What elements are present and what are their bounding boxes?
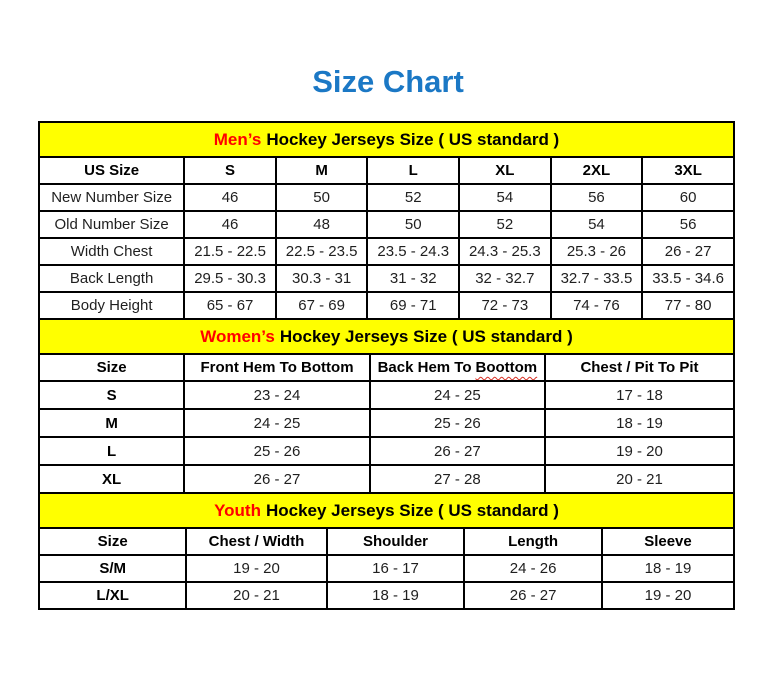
size-label: L/XL [39,582,186,609]
youth-band-highlight: Youth [214,500,261,520]
data-cell: 46 [184,184,276,211]
data-cell: 46 [184,211,276,238]
data-cell: 17 - 18 [545,381,734,409]
table-row [39,381,734,409]
data-cell: 65 - 67 [184,292,276,319]
data-cell: 50 [276,184,368,211]
data-cell: 25 - 26 [370,409,545,437]
data-cell: 33.5 - 34.6 [642,265,734,292]
data-cell: 23.5 - 24.3 [367,238,459,265]
size-label: M [39,409,184,437]
data-cell: 77 - 80 [642,292,734,319]
size-label: XL [39,465,184,493]
data-cell: 19 - 20 [602,582,734,609]
data-cell: 69 - 71 [367,292,459,319]
data-cell: 32 - 32.7 [459,265,551,292]
data-cell: 21.5 - 22.5 [184,238,276,265]
data-cell: 27 - 28 [370,465,545,493]
womens-band-highlight: Women’s [200,326,275,346]
header-cell: Chest / Width [186,528,326,555]
row-label: Width Chest [39,238,184,265]
data-cell: 52 [459,211,551,238]
data-cell: 48 [276,211,368,238]
data-cell: 24.3 - 25.3 [459,238,551,265]
data-cell: 29.5 - 30.3 [184,265,276,292]
header-cell: Front Hem To Bottom [184,354,370,381]
data-cell: 50 [367,211,459,238]
data-cell: 25 - 26 [184,437,370,465]
data-cell: 20 - 21 [545,465,734,493]
table-row [39,238,734,265]
data-cell: 30.3 - 31 [276,265,368,292]
mens-size-table [38,121,735,320]
data-cell: 72 - 73 [459,292,551,319]
womens-size-table [38,318,735,494]
womens-band-text: Hockey Jerseys Size ( US standard ) [279,326,573,346]
data-cell: 22.5 - 23.5 [276,238,368,265]
header-cell: S [184,157,276,184]
data-cell: 54 [551,211,643,238]
page-title: Size Chart [312,64,464,99]
data-cell: 16 - 17 [327,555,465,582]
header-text: Back Hem To [377,359,472,376]
data-cell: 24 - 26 [464,555,602,582]
header-cell: Sleeve [602,528,734,555]
mens-header-row [39,157,734,184]
header-cell: 2XL [551,157,643,184]
size-chart-tables [38,121,735,610]
youth-section-band [39,493,734,528]
size-label: S/M [39,555,186,582]
womens-section-band [39,319,734,354]
data-cell: 18 - 19 [602,555,734,582]
data-cell: 74 - 76 [551,292,643,319]
youth-band-text: Hockey Jerseys Size ( US standard ) [265,500,559,520]
data-cell: 26 - 27 [642,238,734,265]
data-cell: 24 - 25 [370,381,545,409]
data-cell: 23 - 24 [184,381,370,409]
table-row [39,465,734,493]
data-cell: 54 [459,184,551,211]
header-cell: Size [39,528,186,555]
data-cell: 18 - 19 [545,409,734,437]
mens-section-band [39,122,734,157]
data-cell: 26 - 27 [370,437,545,465]
data-cell: 32.7 - 33.5 [551,265,643,292]
data-cell: 26 - 27 [184,465,370,493]
data-cell: 24 - 25 [184,409,370,437]
data-cell: 26 - 27 [464,582,602,609]
header-cell: L [367,157,459,184]
data-cell: 18 - 19 [327,582,465,609]
youth-header-row [39,528,734,555]
data-cell: 56 [642,211,734,238]
data-cell: 25.3 - 26 [551,238,643,265]
header-cell: XL [459,157,551,184]
header-cell: M [276,157,368,184]
size-label: S [39,381,184,409]
header-cell: Size [39,354,184,381]
table-row [39,292,734,319]
table-row [39,265,734,292]
table-row [39,582,734,609]
youth-size-table [38,492,735,610]
data-cell: 19 - 20 [545,437,734,465]
mens-band-highlight: Men’s [213,129,262,149]
youth-band-row [39,493,734,528]
mens-band-text: Hockey Jerseys Size ( US standard ) [266,129,560,149]
data-cell: 56 [551,184,643,211]
table-row [39,211,734,238]
row-label: Back Length [39,265,184,292]
header-cell: Shoulder [327,528,465,555]
header-cell: US Size [39,157,184,184]
table-row [39,555,734,582]
data-cell: 67 - 69 [276,292,368,319]
row-label: Body Height [39,292,184,319]
header-cell: Chest / Pit To Pit [545,354,734,381]
row-label: Old Number Size [39,211,184,238]
table-row [39,409,734,437]
data-cell: 31 - 32 [367,265,459,292]
womens-header-row [39,354,734,381]
size-label: L [39,437,184,465]
womens-band-row [39,319,734,354]
data-cell: 19 - 20 [186,555,326,582]
data-cell: 60 [642,184,734,211]
data-cell: 52 [367,184,459,211]
header-cell: 3XL [642,157,734,184]
header-cell-misspelled [370,354,545,381]
header-cell: Length [464,528,602,555]
spellcheck-squiggle-word: Boottom [475,359,538,376]
table-row [39,184,734,211]
table-row [39,437,734,465]
row-label: New Number Size [39,184,184,211]
data-cell: 20 - 21 [186,582,326,609]
mens-band-row [39,122,734,157]
